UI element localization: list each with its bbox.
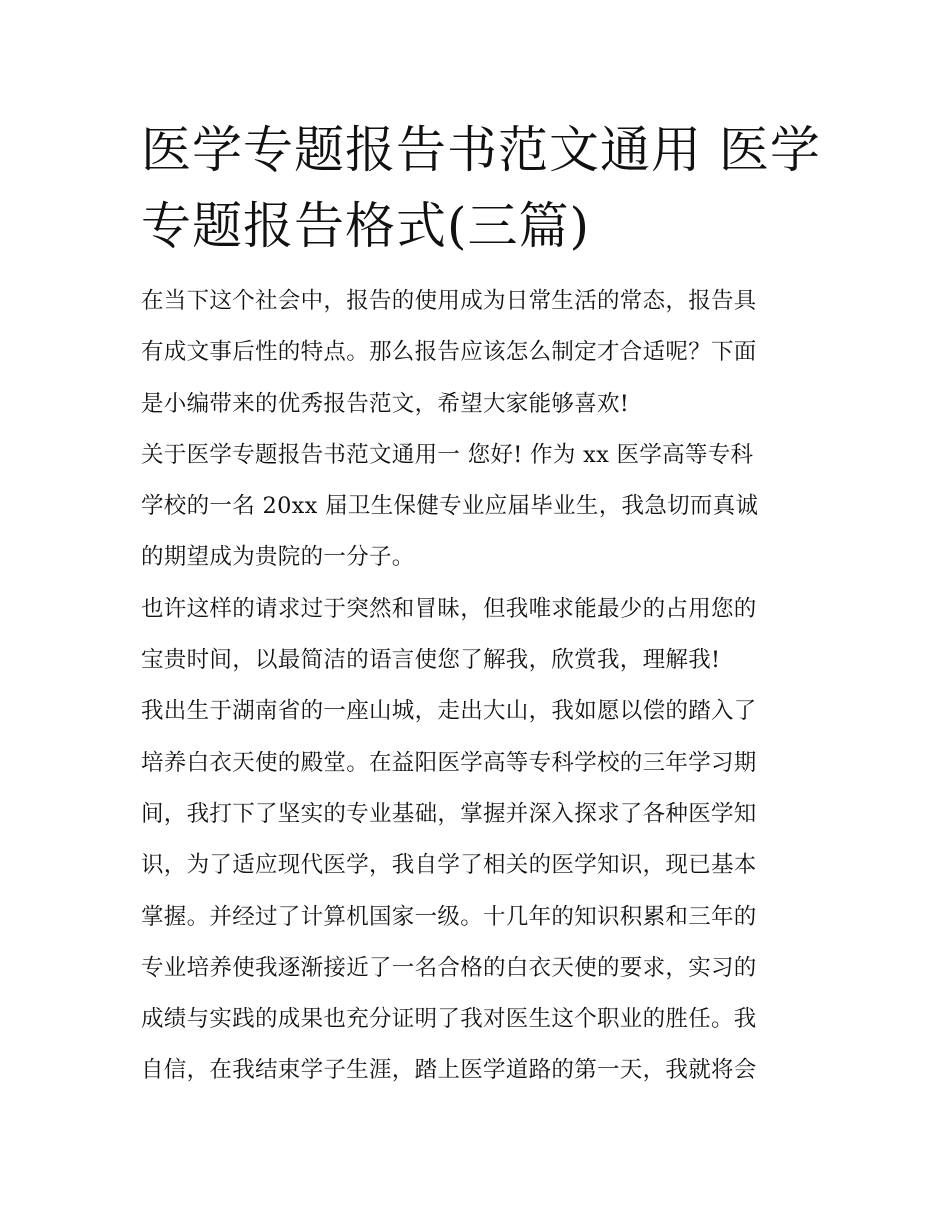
text-line: 在当下这个社会中，报告的使用成为日常生活的常态，报告具 [141,288,757,314]
text-line: 的期望成为贵院的一分子。 [141,544,415,571]
document-body [141,276,831,1097]
title-line: 医学专题报告书范文通用 医学 [141,121,821,179]
text-line: 成绩与实践的成果也充分证明了我对医生这个职业的胜任。我 [141,1006,757,1033]
text-line: 宝贵时间，以最简洁的语言使您了解我，欣赏我，理解我! [141,647,721,674]
text-line: 掌握。并经过了计算机国家一级。十几年的知识积累和三年的 [141,903,757,930]
title-line: 专题报告格式(三篇) [141,197,591,255]
paragraph-request [141,584,831,687]
text-line: 学校的一名 20xx 届卫生保健专业应届毕业生，我急切而真诚 [141,493,759,520]
text-line: 间，我打下了坚实的专业基础，掌握并深入探求了各种医学知 [141,800,757,827]
text-line: 识，为了适应现代医学，我自学了相关的医学知识，现已基本 [141,852,757,879]
text-line: 是小编带来的优秀报告范文，希望大家能够喜欢! [141,390,630,417]
text-line: 关于医学专题报告书范文通用一 您好! 作为 xx 医学高等专科 [141,441,754,468]
paragraph-background [141,686,831,1096]
text-line: 专业培养使我逐渐接近了一名合格的白衣天使的要求，实习的 [141,954,757,981]
text-line: 也许这样的请求过于突然和冒昧，但我唯求能最少的占用您的 [141,595,757,622]
paragraph-intro [141,276,831,430]
paragraph-greeting [141,430,831,584]
text-line: 有成文事后性的特点。那么报告应该怎么制定才合适呢？下面 [141,339,757,366]
text-line: 培养白衣天使的殿堂。在益阳医学高等专科学校的三年学习期 [141,749,757,776]
document-title [141,112,821,264]
text-line: 自信，在我结束学子生涯，踏上医学道路的第一天，我就将会 [141,1057,757,1084]
text-line: 我出生于湖南省的一座山城，走出大山，我如愿以偿的踏入了 [141,698,757,725]
